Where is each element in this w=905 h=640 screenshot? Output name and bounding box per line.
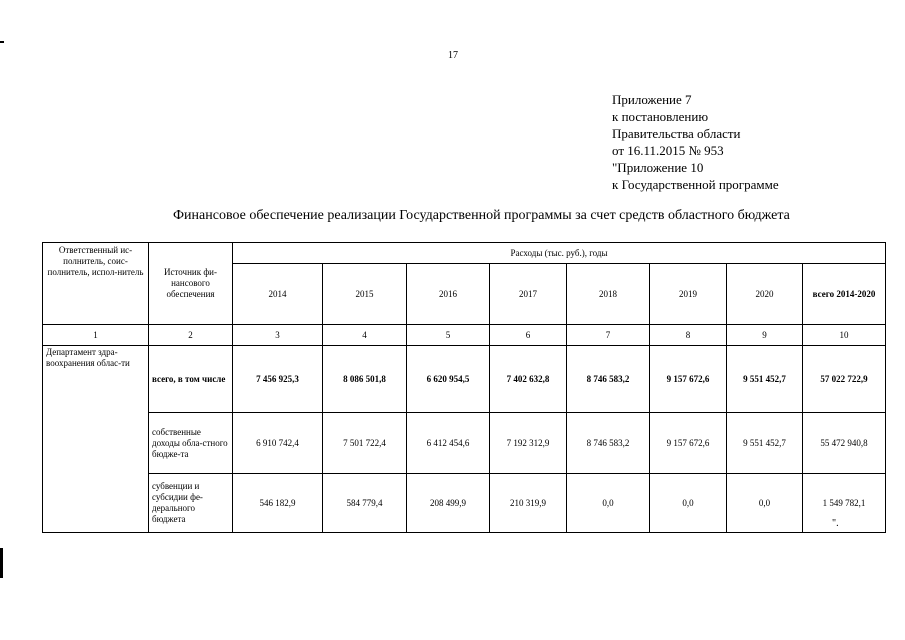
column-number: 8 (650, 325, 727, 346)
column-number: 10 (803, 325, 886, 346)
header-expenses: Расходы (тыс. руб.), годы (233, 243, 886, 264)
column-number: 6 (490, 325, 567, 346)
annex-line: Правительства области (612, 126, 741, 141)
scan-edge-mark (0, 548, 3, 578)
value-cell: 7 402 632,8 (490, 346, 567, 413)
value-cell: 0,0 (567, 474, 650, 533)
total-cell: 55 472 940,8 (803, 413, 886, 474)
table-row (43, 474, 886, 533)
value-cell: 546 182,9 (233, 474, 323, 533)
header-year: 2019 (650, 264, 727, 325)
value-cell: 6 620 954,5 (407, 346, 490, 413)
value-cell: 8 746 583,2 (567, 346, 650, 413)
source-cell: собственные доходы обла-стного бюдже-та (149, 413, 233, 474)
page-number: 17 (448, 50, 458, 61)
scan-edge-mark (0, 41, 4, 43)
column-number-row (43, 325, 886, 346)
header-year: 2014 (233, 264, 323, 325)
annex-line: к Государственной программе (612, 177, 779, 192)
column-number: 4 (323, 325, 407, 346)
annex-line: от 16.11.2015 № 953 (612, 143, 724, 158)
finance-table (42, 242, 886, 533)
column-number: 9 (727, 325, 803, 346)
column-number: 5 (407, 325, 490, 346)
value-cell: 8 086 501,8 (323, 346, 407, 413)
column-number: 2 (149, 325, 233, 346)
executor-cell: Департамент здра-воохранения облас-ти (43, 346, 149, 533)
header-year: 2015 (323, 264, 407, 325)
value-cell: 7 501 722,4 (323, 413, 407, 474)
source-cell: всего, в том числе (149, 346, 233, 413)
total-cell: 57 022 722,9 (803, 346, 886, 413)
value-cell: 208 499,9 (407, 474, 490, 533)
column-number: 3 (233, 325, 323, 346)
value-cell: 0,0 (650, 474, 727, 533)
header-year: 2018 (567, 264, 650, 325)
value-cell: 7 192 312,9 (490, 413, 567, 474)
header-source: Источник фи-нансового обеспечения (149, 243, 233, 325)
header-total: всего 2014-2020 (803, 264, 886, 325)
value-cell: 9 157 672,6 (650, 413, 727, 474)
value-cell: 9 551 452,7 (727, 413, 803, 474)
header-year: 2016 (407, 264, 490, 325)
value-cell: 7 456 925,3 (233, 346, 323, 413)
value-cell: 6 910 742,4 (233, 413, 323, 474)
value-cell: 8 746 583,2 (567, 413, 650, 474)
document-title: Финансовое обеспечение реализации Государственной программы за счет средств областного бюджета (173, 208, 790, 223)
value-cell: 584 779,4 (323, 474, 407, 533)
value-cell: 9 157 672,6 (650, 346, 727, 413)
annex-line: Приложение 7 (612, 92, 692, 107)
value-cell: 0,0 (727, 474, 803, 533)
value-cell: 210 319,9 (490, 474, 567, 533)
value-cell: 6 412 454,6 (407, 413, 490, 474)
column-number: 1 (43, 325, 149, 346)
table-row (43, 346, 886, 413)
header-executor: Ответственный ис-полнитель, соис-полнитель, испол-нитель (43, 243, 149, 325)
annex-block (612, 91, 779, 193)
total-cell: 1 549 782,1 (803, 474, 886, 533)
header-year: 2020 (727, 264, 803, 325)
column-number: 7 (567, 325, 650, 346)
value-cell: 9 551 452,7 (727, 346, 803, 413)
closing-quote: ". (832, 518, 839, 529)
header-year: 2017 (490, 264, 567, 325)
table-row (43, 413, 886, 474)
annex-line: к постановлению (612, 109, 709, 124)
source-cell: субвенции и субсидии фе-дерального бюджета (149, 474, 233, 533)
annex-line: "Приложение 10 (612, 160, 704, 175)
